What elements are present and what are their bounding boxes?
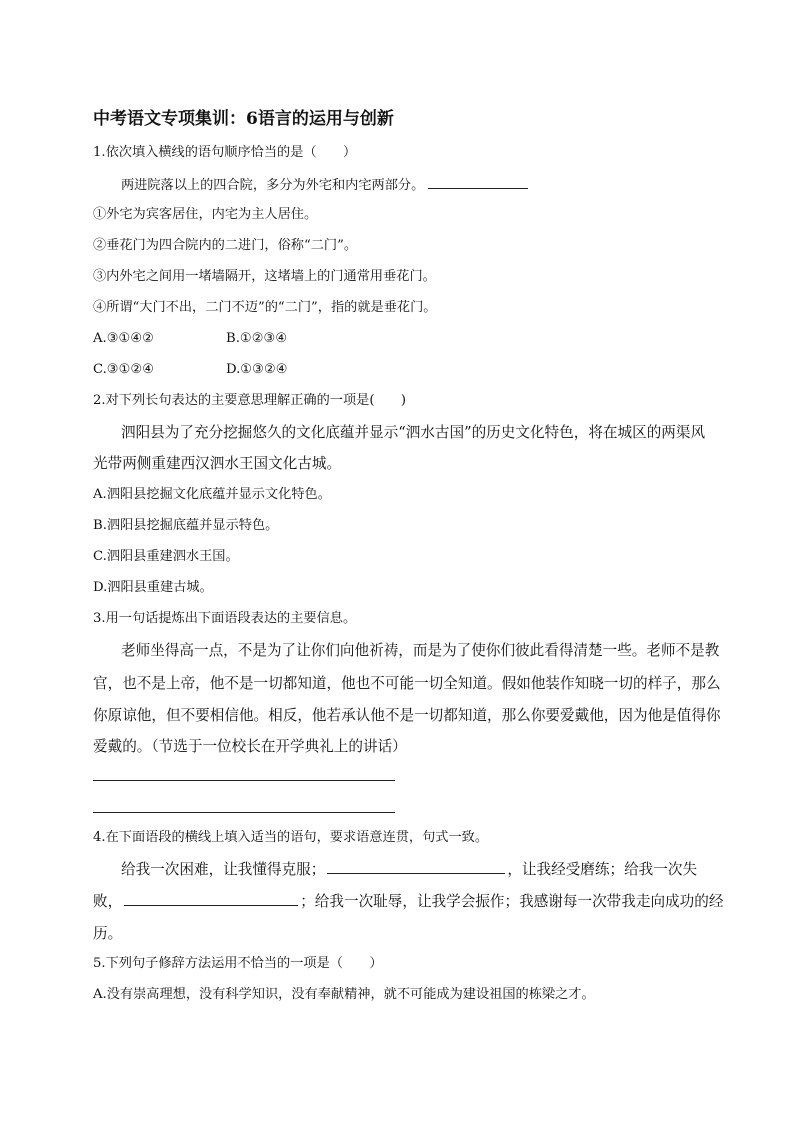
q1-answer-blank[interactable] xyxy=(428,174,528,189)
q3-paragraph-line-2: 官，也不是上帝，他不是一切都知道，他也不可能一切全知道。假如他装作知晓一切的样子，那么 xyxy=(93,675,721,692)
q2-paragraph-line-1: 泗阳县为了充分挖掘悠久的文化底蕴并显示“泗水古国”的历史文化特色，将在城区的两渠风 xyxy=(121,424,706,441)
q4-text-2a: 败， xyxy=(93,893,123,910)
q5-stem: 5.下列句子修辞方法运用不恰当的一项是（ ） xyxy=(93,956,383,971)
q2-option-d[interactable]: D.泗阳县重建古城。 xyxy=(93,580,213,595)
q1-stem: 1.依次填入横线的语句顺序恰当的是（ ） xyxy=(93,145,357,160)
q4-text-1a: 给我一次困难，让我懂得克服； xyxy=(121,861,326,878)
q4-stem: 4.在下面语段的横线上填入适当的语句，要求语意连贯，句式一致。 xyxy=(93,830,489,845)
q5-option-a[interactable]: A.没有崇高理想，没有科学知识，没有奉献精神，就不可能成为建设祖国的栋梁之才。 xyxy=(93,987,595,1002)
q1-item-3: ③内外宅之间用一堵墙隔开，这堵墙上的门通常用垂花门。 xyxy=(93,269,436,284)
q3-paragraph-line-4: 爱戴的。（节选于一位校长在开学典礼上的讲话） xyxy=(93,738,407,755)
q2-option-b[interactable]: B.泗阳县挖掘底蕴并显示特色。 xyxy=(93,518,279,533)
q3-answer-line-1[interactable] xyxy=(93,780,395,781)
q4-text-2b: ；给我一次耻辱，让我学会振作；我感谢每一次带我走向成功的经 xyxy=(300,893,724,910)
q1-item-1: ①外宅为宾客居住，内宅为主人居住。 xyxy=(93,207,318,222)
q4-text-1b: ，让我经受磨练；给我一次失 xyxy=(507,861,698,878)
q1-item-2: ②垂花门为四合院内的二进门，俗称“二门”。 xyxy=(93,238,358,253)
q2-option-a[interactable]: A.泗阳县挖掘文化底蕴并显示文化特色。 xyxy=(93,487,331,502)
q2-paragraph-line-2: 光带两侧重建西汉泗水王国文化古城。 xyxy=(93,455,342,472)
q1-option-c[interactable]: C.③①②④ xyxy=(93,362,155,377)
q4-blank-2[interactable] xyxy=(124,891,298,906)
q2-stem: 2.对下列长句表达的主要意思理解正确的一项是( ) xyxy=(93,393,406,408)
page-title: 中考语文专项集训：6语言的运用与创新 xyxy=(93,109,394,129)
q4-paragraph-line-2 xyxy=(93,891,723,913)
q3-stem: 3.用一句话提炼出下面语段表达的主要信息。 xyxy=(93,611,357,626)
q1-paragraph-text: 两进院落以上的四合院，多分为外宅和内宅两部分。 xyxy=(121,178,425,193)
q3-paragraph-line-1: 老师坐得高一点，不是为了让你们向他祈祷，而是为了使你们彼此看得清楚一些。老师不是教 xyxy=(121,642,720,659)
q1-option-b[interactable]: B.①②③④ xyxy=(226,331,288,346)
q3-answer-line-2[interactable] xyxy=(93,812,395,813)
q3-paragraph-line-3: 你原谅他，但不要相信他。相反，他若承认他不是一切都知道，那么你要爱戴他，因为他是值得你 xyxy=(93,707,721,724)
q4-blank-1[interactable] xyxy=(327,859,505,874)
q2-option-c[interactable]: C.泗阳县重建泗水王国。 xyxy=(93,549,239,564)
q1-paragraph xyxy=(121,174,528,196)
q1-option-a[interactable]: A.③①④② xyxy=(93,331,155,346)
q1-option-d[interactable]: D.①③②④ xyxy=(226,362,288,377)
q4-paragraph-line-1 xyxy=(121,859,697,881)
q4-paragraph-line-3: 历。 xyxy=(93,925,123,942)
q1-item-4: ④所谓“大门不出，二门不迈”的“二门”，指的就是垂花门。 xyxy=(93,300,437,315)
